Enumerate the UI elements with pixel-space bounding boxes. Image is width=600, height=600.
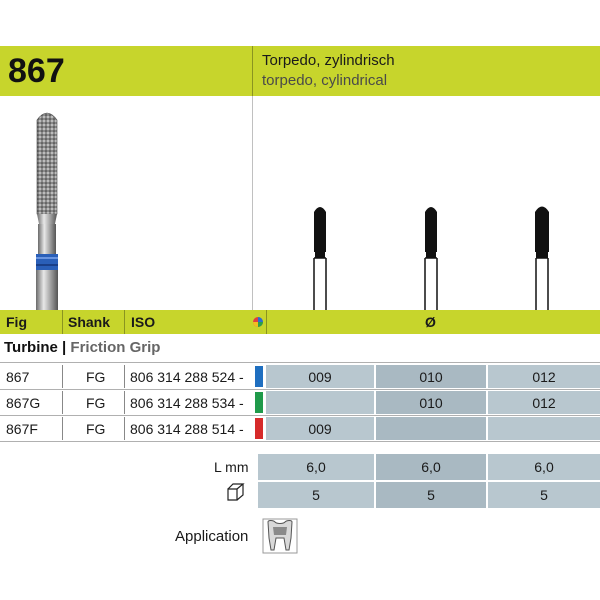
header-iso: ISO: [131, 314, 156, 330]
header-fig: Fig: [6, 314, 27, 330]
size-cell: 009: [266, 417, 374, 440]
header-shank: Shank: [68, 314, 111, 330]
bur-photo-icon: [15, 96, 95, 310]
product-illustration: [0, 96, 600, 310]
size-cell: 010: [376, 391, 486, 414]
fig-cell: 867F: [6, 421, 38, 437]
size-cell: 012: [488, 391, 600, 414]
size-cell: [376, 417, 486, 440]
header-divider: [266, 310, 267, 334]
length-cell: 6,0: [488, 454, 600, 480]
shank-cell: FG: [86, 395, 106, 411]
tooth-icon: [262, 518, 298, 554]
cell-divider: [124, 365, 125, 388]
fig-cell: 867: [6, 369, 30, 385]
color-swatch: [255, 392, 263, 413]
length-cell: 6,0: [258, 454, 374, 480]
divider: [0, 389, 600, 390]
color-swatch: [255, 366, 263, 387]
product-title-de: Torpedo, zylindrisch: [262, 52, 395, 69]
size-cell: 009: [266, 365, 374, 388]
group-title: [4, 339, 160, 356]
size-cell: [488, 417, 600, 440]
header-divider: [124, 310, 125, 334]
application-label: Application: [175, 528, 249, 545]
table-row: [0, 417, 600, 440]
size-cell: 012: [488, 365, 600, 388]
iso-cell: 806 314 288 524 -: [130, 369, 244, 385]
header-divider: [252, 46, 253, 96]
divider: [0, 441, 600, 442]
bur-silhouette-icon: [522, 200, 562, 310]
cell-divider: [62, 365, 63, 388]
group-title-main: Turbine |: [4, 339, 67, 356]
fig-cell: 867G: [6, 395, 41, 411]
pack-cell: 5: [488, 482, 600, 508]
cell-divider: [124, 417, 125, 440]
table-header: [0, 310, 600, 334]
product-code: 867: [8, 52, 65, 90]
product-title-en: torpedo, cylindrical: [262, 72, 388, 89]
bur-silhouette-icon: [411, 200, 451, 310]
product-header: [0, 46, 600, 96]
box-icon: [225, 481, 247, 503]
iso-cell: 806 314 288 534 -: [130, 395, 244, 411]
bur-silhouette-icon: [300, 200, 340, 310]
length-cell: 6,0: [376, 454, 486, 480]
shank-cell: FG: [86, 369, 106, 385]
color-swatch: [255, 418, 263, 439]
table-row: [0, 365, 600, 388]
group-title-sub: Friction Grip: [70, 339, 161, 356]
size-cell: [266, 391, 374, 414]
pack-cell: 5: [258, 482, 374, 508]
divider: [0, 415, 600, 416]
length-label: L mm: [214, 459, 249, 475]
header-divider: [62, 310, 63, 334]
divider: [0, 362, 600, 363]
table-row: [0, 391, 600, 414]
iso-cell: 806 314 288 514 -: [130, 421, 244, 437]
cell-divider: [124, 391, 125, 414]
cell-divider: [62, 417, 63, 440]
cell-divider: [62, 391, 63, 414]
illustration-divider: [252, 96, 253, 310]
shank-cell: FG: [86, 421, 106, 437]
size-cell: 010: [376, 365, 486, 388]
color-code-icon: [252, 316, 264, 328]
pack-cell: 5: [376, 482, 486, 508]
header-diameter: Ø: [425, 314, 436, 330]
